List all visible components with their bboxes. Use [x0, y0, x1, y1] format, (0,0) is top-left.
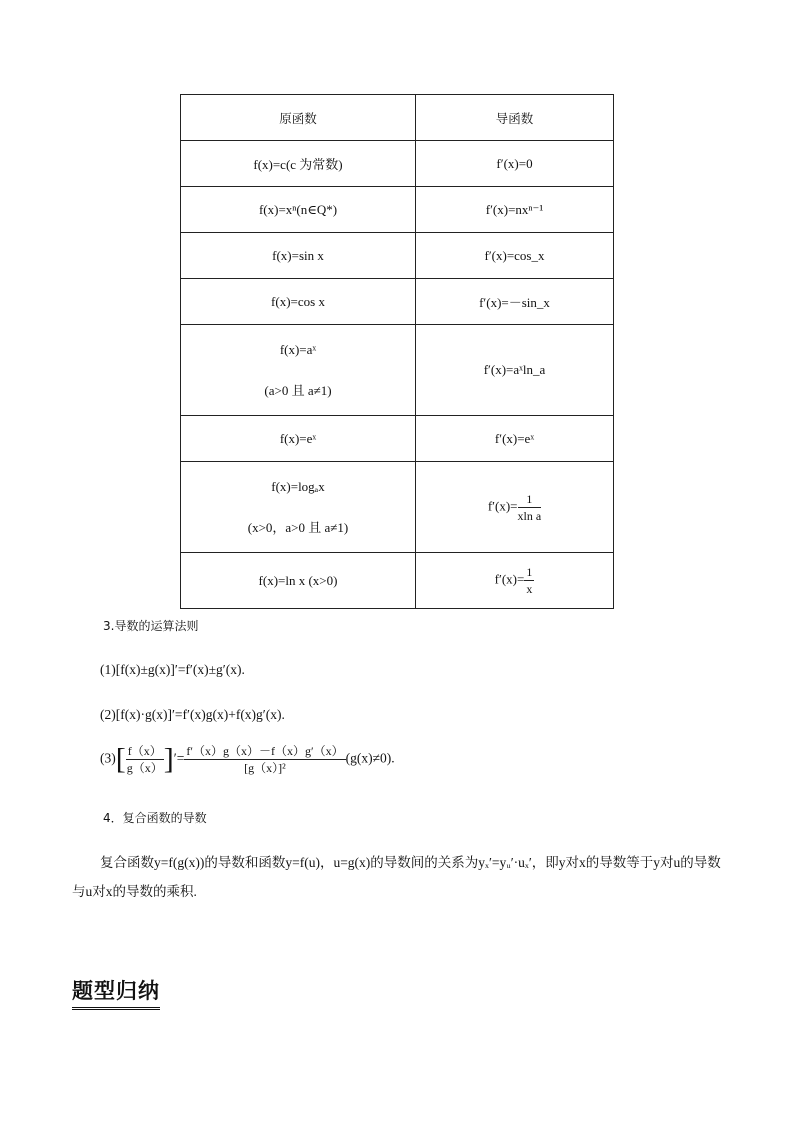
prime-equals: ′= [173, 750, 185, 766]
quotient-fraction [184, 744, 345, 775]
cell-original-ln: f(x)=ln x (x>0) [181, 553, 416, 609]
cell-derivative-exponential: f′(x)=aˣln_a [416, 325, 614, 416]
logarithm-derivative-prefix: f′(x)= [487, 497, 518, 513]
cell-derivative-natural-exp: f′(x)=eˣ [416, 416, 614, 462]
ln-derivative-prefix: f′(x)= [494, 571, 525, 587]
section-4-title: 4．复合函数的导数 [103, 811, 207, 825]
cell-original-power: f(x)=xⁿ(n∈Q*) [181, 187, 416, 233]
quotient-numerator: f′（x）g（x）－f（x）g′（x） [186, 744, 344, 758]
cell-original-cos: f(x)=cos x [181, 279, 416, 325]
left-bracket: [ [115, 742, 126, 776]
cell-derivative-power: f′(x)=nxⁿ⁻¹ [416, 187, 614, 233]
exponential-formula: f(x)=aˣ [279, 341, 317, 357]
logarithm-derivative-fraction [518, 492, 542, 523]
cell-original-exponential [181, 325, 416, 416]
right-bracket: ] [163, 742, 174, 776]
logarithm-formula: f(x)=logₐx [271, 478, 325, 494]
header-derivative-function: 导函数 [416, 95, 614, 141]
fraction-numerator: 1 [518, 492, 542, 508]
quotient-denominator: [g（x）]² [244, 761, 286, 775]
fraction-numerator: 1 [526, 565, 533, 579]
quotient-condition: (g(x)≠0). [345, 750, 395, 766]
ln-derivative-fraction [524, 565, 534, 596]
fraction-denominator: xln a [517, 508, 542, 523]
section-4-paragraph: 复合函数y=f(g(x))的导数和函数y=f(u)，u=g(x)的导数间的关系为yₓ′=yᵤ′·uₓ′，即y对x的导数等于y对u的导数与u对x的导数的乘积. [72, 855, 721, 899]
cell-derivative-constant: f′(x)=0 [416, 141, 614, 187]
cell-derivative-cos: f′(x)=－sin_x [416, 279, 614, 325]
logarithm-condition: (x>0，a>0 且 a≠1) [247, 519, 349, 535]
section-3-title: 3.导数的运算法则 [103, 619, 199, 633]
cell-original-logarithm [181, 462, 416, 553]
rule-quotient [100, 744, 395, 775]
cell-derivative-ln [416, 553, 614, 609]
rule-quotient-label: (3) [100, 750, 116, 766]
rule-product: (2)[f(x)·g(x)]′=f′(x)g(x)+f(x)g′(x). [100, 707, 285, 722]
fraction-denominator: x [526, 582, 533, 596]
cell-original-sin: f(x)=sin x [181, 233, 416, 279]
cell-derivative-logarithm [416, 462, 614, 553]
derivative-table [180, 94, 614, 609]
cell-original-natural-exp: f(x)=eˣ [181, 416, 416, 462]
cell-original-constant: f(x)=c(c 为常数) [181, 141, 416, 187]
inner-denominator: g（x） [126, 761, 163, 775]
exponential-condition: (a>0 且 a≠1) [264, 382, 332, 398]
header-original-function: 原函数 [181, 95, 416, 141]
inner-fraction [126, 744, 164, 775]
section-heading: 题型归纳 [72, 975, 160, 1010]
rule-sum: (1)[f(x)±g(x)]′=f′(x)±g′(x). [100, 662, 245, 677]
inner-numerator: f（x） [127, 744, 162, 758]
cell-derivative-sin: f′(x)=cos_x [416, 233, 614, 279]
